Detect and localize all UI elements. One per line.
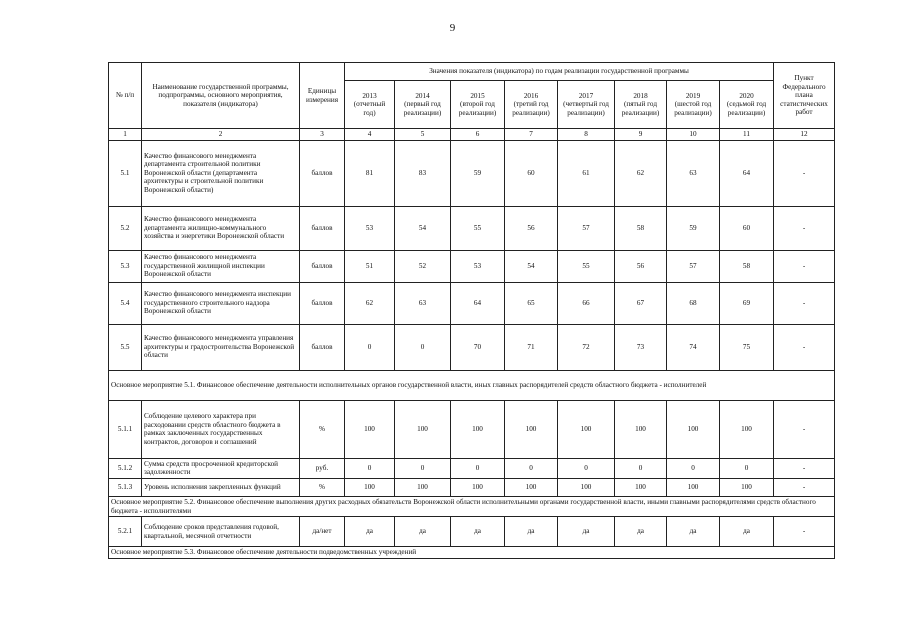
row-number: 5.4	[109, 282, 142, 324]
value-cell: 100	[558, 400, 615, 458]
value-cell: 55	[558, 250, 615, 282]
year-label: 2015	[470, 91, 485, 100]
row-number: 5.3	[109, 250, 142, 282]
header-unit: Единицы измерения	[300, 63, 345, 129]
row-number: 5.1.3	[109, 478, 142, 496]
value-cell: да	[720, 517, 774, 547]
column-index: 11	[720, 129, 774, 141]
section-heading: Основное мероприятие 5.3. Финансовое обеспечение деятельности подведомственных учреждений	[109, 547, 835, 559]
value-cell: 70	[451, 324, 505, 370]
value-cell: 0	[395, 324, 451, 370]
value-cell: 63	[667, 140, 720, 206]
indicator-name: Сумма средств просроченной кредиторской задолженности	[142, 458, 300, 478]
value-cell: 69	[720, 282, 774, 324]
year-header	[615, 81, 667, 129]
value-cell: 0	[615, 458, 667, 478]
indicators-table	[108, 62, 835, 559]
value-cell: 56	[505, 206, 558, 250]
value-cell: 0	[667, 458, 720, 478]
value-cell: да	[505, 517, 558, 547]
value-cell: 100	[615, 478, 667, 496]
year-sublabel: (первый год реализации)	[403, 100, 442, 117]
column-index: 3	[300, 129, 345, 141]
value-cell: 0	[345, 458, 395, 478]
header-plan: Пункт Федерального плана статистических работ	[774, 63, 835, 129]
year-label: 2020	[739, 91, 754, 100]
row-number: 5.2	[109, 206, 142, 250]
year-header	[451, 81, 505, 129]
value-cell: 100	[558, 478, 615, 496]
table-row	[109, 282, 835, 324]
year-header	[345, 81, 395, 129]
header-num: № п/п	[109, 63, 142, 129]
year-sublabel: (третий год реализации)	[512, 100, 550, 117]
value-cell: 61	[558, 140, 615, 206]
indicator-name: Качество финансового менеджмента управления архитектуры и градостроительства Воронежской области	[142, 324, 300, 370]
unit-cell: %	[300, 400, 345, 458]
value-cell: 100	[395, 478, 451, 496]
unit-cell: руб.	[300, 458, 345, 478]
value-cell: 51	[345, 250, 395, 282]
value-cell: 83	[395, 140, 451, 206]
year-header	[395, 81, 451, 129]
header-name: Наименование государственной программы, подпрограммы, основного мероприятия, показателя (индикатора)	[142, 63, 300, 129]
value-cell: 58	[720, 250, 774, 282]
value-cell: 64	[451, 282, 505, 324]
value-cell: 55	[451, 206, 505, 250]
value-cell: 100	[505, 400, 558, 458]
value-cell: 100	[345, 478, 395, 496]
year-sublabel: (отчетный год)	[353, 100, 386, 117]
value-cell: 54	[505, 250, 558, 282]
value-cell: 81	[345, 140, 395, 206]
unit-cell: да/нет	[300, 517, 345, 547]
indicator-name: Качество финансового менеджмента департамента жилищно-коммунального хозяйства и энергетики Воронежской области	[142, 206, 300, 250]
value-cell: 59	[667, 206, 720, 250]
plan-cell: -	[774, 478, 835, 496]
value-cell: 100	[345, 400, 395, 458]
plan-cell: -	[774, 250, 835, 282]
value-cell: да	[345, 517, 395, 547]
value-cell: 100	[720, 400, 774, 458]
value-cell: да	[558, 517, 615, 547]
value-cell: 100	[451, 478, 505, 496]
value-cell: 58	[615, 206, 667, 250]
year-label: 2014	[415, 91, 430, 100]
plan-cell: -	[774, 206, 835, 250]
value-cell: 74	[667, 324, 720, 370]
indicator-name: Соблюдение целевого характера при расходовании средств областного бюджета в рамках заключенных государственных контрактов, договоров и соглашений	[142, 400, 300, 458]
value-cell: 65	[505, 282, 558, 324]
unit-cell: баллов	[300, 250, 345, 282]
indicator-name: Соблюдение сроков представления годовой, квартальной, месячной отчетности	[142, 517, 300, 547]
column-index: 9	[615, 129, 667, 141]
year-sublabel: (шестой год реализации)	[674, 100, 712, 117]
table-row	[109, 140, 835, 206]
column-index: 2	[142, 129, 300, 141]
row-number: 5.5	[109, 324, 142, 370]
value-cell: 62	[345, 282, 395, 324]
header-values-title: Значения показателя (индикатора) по годам реализации государственной программы	[345, 63, 774, 81]
value-cell: 54	[395, 206, 451, 250]
value-cell: 0	[558, 458, 615, 478]
indicator-name: Качество финансового менеджмента инспекции государственного строительного надзора Воронежской области	[142, 282, 300, 324]
column-index: 1	[109, 129, 142, 141]
value-cell: да	[667, 517, 720, 547]
table-row	[109, 478, 835, 496]
table-row	[109, 206, 835, 250]
value-cell: 68	[667, 282, 720, 324]
unit-cell: баллов	[300, 206, 345, 250]
value-cell: 71	[505, 324, 558, 370]
plan-cell: -	[774, 324, 835, 370]
plan-cell: -	[774, 140, 835, 206]
year-sublabel: (седьмой год реализации)	[726, 100, 767, 117]
year-label: 2013	[362, 91, 377, 100]
value-cell: 72	[558, 324, 615, 370]
value-cell: 67	[615, 282, 667, 324]
year-label: 2019	[685, 91, 701, 100]
value-cell: 52	[395, 250, 451, 282]
value-cell: да	[451, 517, 505, 547]
value-cell: 100	[667, 400, 720, 458]
value-cell: 73	[615, 324, 667, 370]
value-cell: 60	[505, 140, 558, 206]
year-header	[558, 81, 615, 129]
section-heading: Основное мероприятие 5.2. Финансовое обеспечение выполнения других расходных обязательств Воронежской области исполнительными органами государственной власти, иными главными распорядителями средств областного бюджета - исполнителями	[109, 496, 835, 516]
value-cell: 0	[451, 458, 505, 478]
value-cell: 63	[395, 282, 451, 324]
year-sublabel: (четвертый год реализации)	[563, 100, 609, 117]
value-cell: 53	[451, 250, 505, 282]
plan-cell: -	[774, 458, 835, 478]
unit-cell: %	[300, 478, 345, 496]
table-row	[109, 400, 835, 458]
value-cell: 57	[667, 250, 720, 282]
plan-cell: -	[774, 282, 835, 324]
value-cell: 59	[451, 140, 505, 206]
year-header	[720, 81, 774, 129]
year-sublabel: (второй год реализации)	[458, 100, 497, 117]
value-cell: 0	[345, 324, 395, 370]
table-row	[109, 458, 835, 478]
value-cell: 100	[667, 478, 720, 496]
column-index: 6	[451, 129, 505, 141]
plan-cell: -	[774, 517, 835, 547]
value-cell: 100	[395, 400, 451, 458]
value-cell: 100	[505, 478, 558, 496]
value-cell: 64	[720, 140, 774, 206]
row-number: 5.1	[109, 140, 142, 206]
table-row	[109, 250, 835, 282]
value-cell: 100	[720, 478, 774, 496]
value-cell: 57	[558, 206, 615, 250]
value-cell: 100	[615, 400, 667, 458]
column-index: 8	[558, 129, 615, 141]
value-cell: да	[615, 517, 667, 547]
row-number: 5.1.1	[109, 400, 142, 458]
table-row	[109, 517, 835, 547]
plan-cell: -	[774, 400, 835, 458]
unit-cell: баллов	[300, 140, 345, 206]
value-cell: 0	[720, 458, 774, 478]
table-row	[109, 324, 835, 370]
section-heading: Основное мероприятие 5.1. Финансовое обеспечение деятельности исполнительных органов государственной власти, иных главных распорядителей средств областного бюджета - исполнителей	[109, 370, 835, 400]
unit-cell: баллов	[300, 282, 345, 324]
year-header	[505, 81, 558, 129]
page-number: 9	[449, 22, 456, 34]
unit-cell: баллов	[300, 324, 345, 370]
year-label: 2018	[633, 91, 648, 100]
value-cell: да	[395, 517, 451, 547]
column-index: 7	[505, 129, 558, 141]
year-header	[667, 81, 720, 129]
value-cell: 60	[720, 206, 774, 250]
value-cell: 66	[558, 282, 615, 324]
year-label: 2017	[578, 91, 594, 100]
row-number: 5.2.1	[109, 517, 142, 547]
indicator-name: Качество финансового менеджмента государственной жилищной инспекции Воронежской области	[142, 250, 300, 282]
column-index: 12	[774, 129, 835, 141]
value-cell: 56	[615, 250, 667, 282]
year-label: 2016	[523, 91, 539, 100]
indicator-name: Качество финансового менеджмента департамента строительной политики Воронежской области (департамента архитектуры и строительной политики Воронежской области)	[142, 140, 300, 206]
column-index: 5	[395, 129, 451, 141]
value-cell: 100	[451, 400, 505, 458]
value-cell: 53	[345, 206, 395, 250]
value-cell: 75	[720, 324, 774, 370]
value-cell: 0	[505, 458, 558, 478]
value-cell: 62	[615, 140, 667, 206]
column-index: 4	[345, 129, 395, 141]
row-number: 5.1.2	[109, 458, 142, 478]
year-sublabel: (пятый год реализации)	[621, 100, 660, 117]
indicator-name: Уровень исполнения закрепленных функций	[142, 478, 300, 496]
value-cell: 0	[395, 458, 451, 478]
column-index: 10	[667, 129, 720, 141]
